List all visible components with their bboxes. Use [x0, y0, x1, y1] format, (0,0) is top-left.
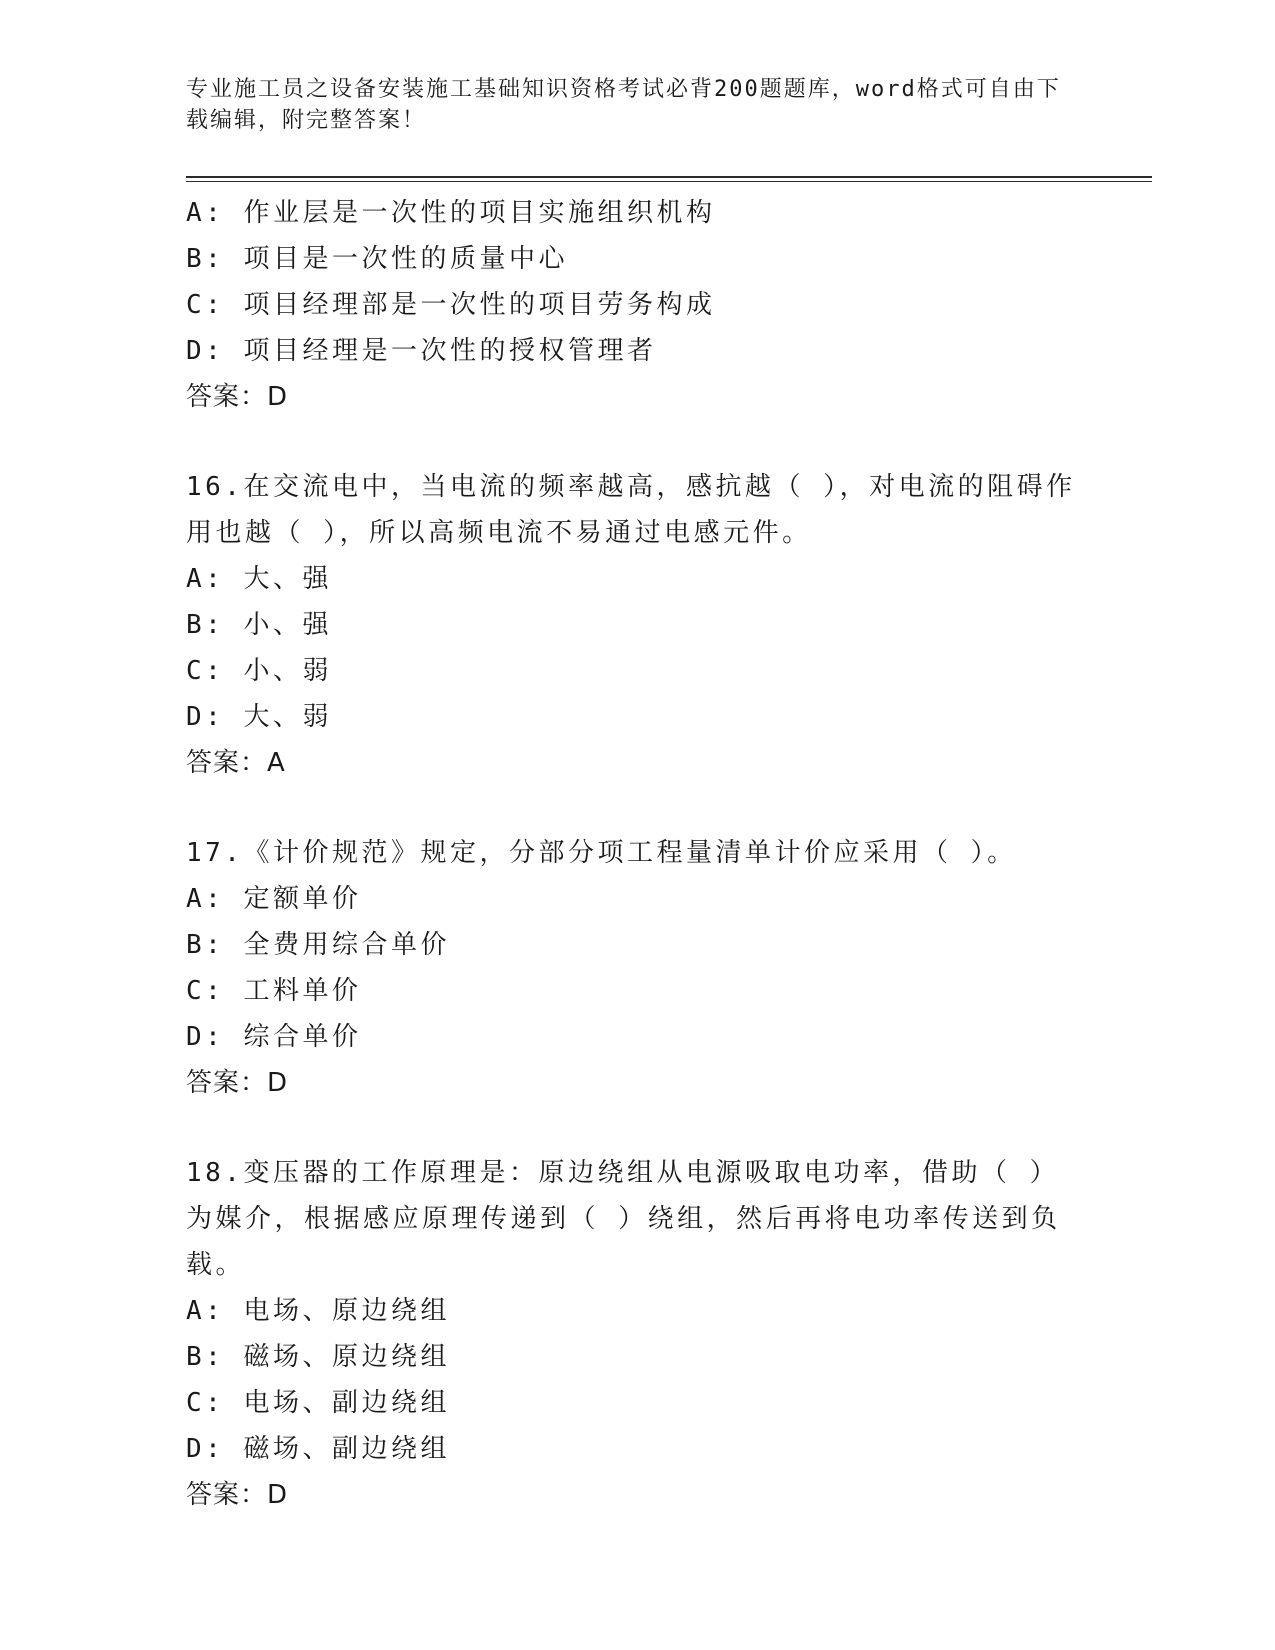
question-list — [186, 190, 1106, 1518]
question-text: 18.变压器的工作原理是：原边绕组从电源吸取电功率，借助（ ）为媒介，根据感应原理传递到（ ）绕组，然后再将电功率传送到负载。 — [186, 1158, 1061, 1280]
answer: 答案：D — [186, 1480, 289, 1510]
document-header: 专业施工员之设备安装施工基础知识资格考试必背200题题库，word格式可自由下载编辑，附完整答案！ — [186, 77, 1061, 133]
question-text: 16.在交流电中，当电流的频率越高，感抗越（ ），对电流的阻碍作用也越（ ），所以高频电流不易通过电感元件。 — [186, 472, 1076, 548]
option-a: A: 大、强 — [186, 564, 332, 594]
option-a: A: 作业层是一次性的项目实施组织机构 — [186, 198, 716, 228]
option-b: B: 小、强 — [186, 610, 332, 640]
spacer — [186, 420, 1106, 464]
question-17 — [186, 830, 1106, 1106]
header-divider-thick — [186, 176, 1152, 178]
answer: 答案：A — [186, 748, 286, 778]
option-d: D: 项目经理是一次性的授权管理者 — [186, 336, 657, 366]
option-b: B: 项目是一次性的质量中心 — [186, 244, 568, 274]
option-d: D: 综合单价 — [186, 1022, 362, 1052]
header-divider-thin — [186, 181, 1152, 182]
option-d: D: 磁场、副边绕组 — [186, 1434, 450, 1464]
option-c: C: 小、弱 — [186, 656, 332, 686]
option-a: A: 电场、原边绕组 — [186, 1296, 450, 1326]
option-d: D: 大、弱 — [186, 702, 332, 732]
option-c: C: 电场、副边绕组 — [186, 1388, 450, 1418]
option-a: A: 定额单价 — [186, 884, 362, 914]
question-15 — [186, 190, 1106, 420]
spacer — [186, 1106, 1106, 1150]
question-18 — [186, 1150, 1106, 1518]
answer: 答案：D — [186, 1068, 289, 1098]
spacer — [186, 786, 1106, 830]
option-b: B: 磁场、原边绕组 — [186, 1342, 450, 1372]
option-b: B: 全费用综合单价 — [186, 930, 450, 960]
question-16 — [186, 464, 1106, 786]
option-c: C: 项目经理部是一次性的项目劳务构成 — [186, 290, 716, 320]
answer: 答案：D — [186, 382, 289, 412]
question-text: 17.《计价规范》规定，分部分项工程量清单计价应采用（ ）。 — [186, 838, 1017, 868]
option-c: C: 工料单价 — [186, 976, 362, 1006]
